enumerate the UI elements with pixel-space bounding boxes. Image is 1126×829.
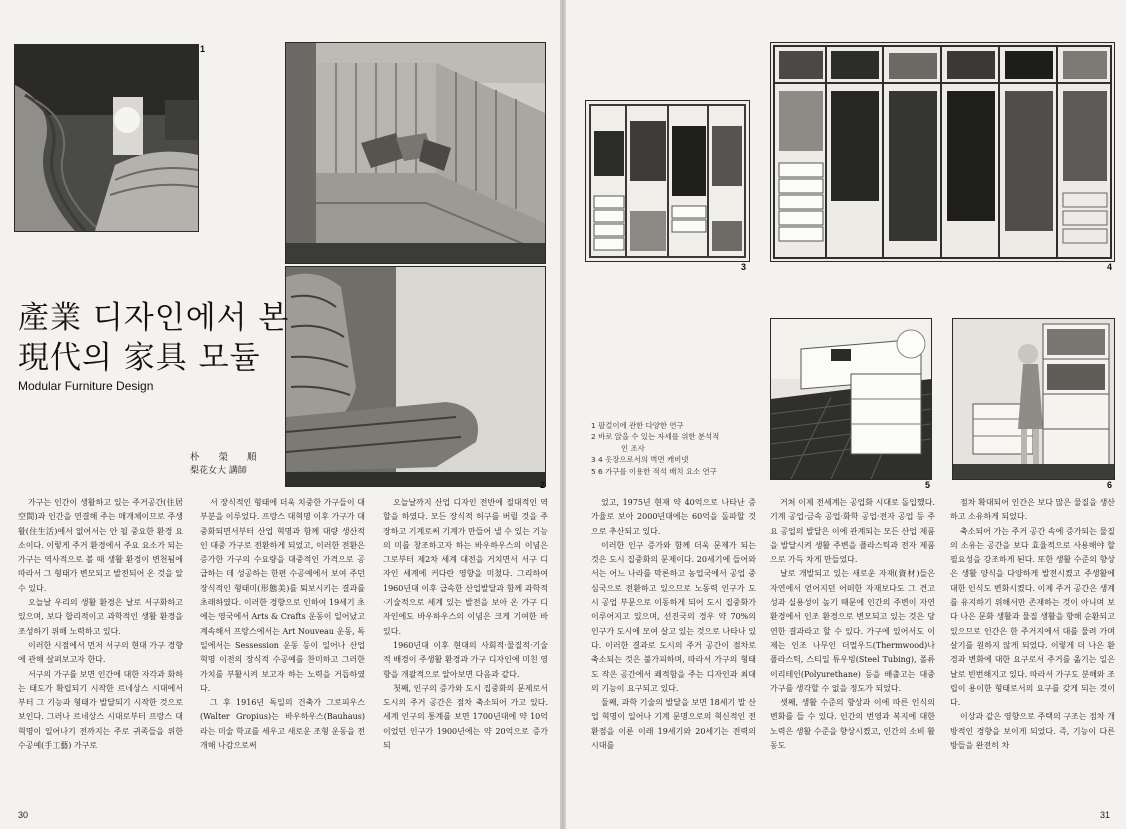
caption-text: 옷장으로서의 벽면 캐비넷 bbox=[605, 455, 689, 465]
author-name: 朴 榮 順 bbox=[190, 452, 265, 463]
paragraph: 둘째, 과학 기술의 발달을 보면 18세기 말 산업 혁명이 일어나 기계 문명으로의 혁신적인 전환점을 이룬 이래 19세기와 20세기는 전력의 시대를 bbox=[591, 698, 756, 751]
page-number: 31 bbox=[1100, 810, 1111, 820]
paragraph: 첫째, 인구의 증가와 도시 집중화의 문제로서 도시의 주거 공간은 점차 축소되어 가고 있다. 세계 인구의 통계를 보면 1700년대에 약 10억이었던 인구가 1900년에는 약 20억으로 증가되 bbox=[383, 683, 548, 751]
paragraph: 거쳐 이제 전세계는 공업화 시대로 돌입했다. 기계 공업·금속 공업·화학 공업·전자 공업 등 주요 공업의 발달은 이에 관계되는 모든 산업 제품을 발달시켜 생활 주변을 플라스틱과 전자 제품으로 가득 차게 만들었다. bbox=[770, 498, 935, 565]
page-number: 30 bbox=[18, 810, 29, 820]
photo-figure-sofa-top bbox=[285, 42, 546, 264]
paragraph: 오늘날까지 산업 디자인 전반에 절대적인 역할을 하였다. 모든 장식적 허구를 버릴 것을 주장하고 기계로써 기계가 만들어 낼 수 있는 기능의 미를 창조하고자 하는 바우하우스의 이념은 그로부터 제2차 세계 대전을 거치면서 서구 디자인 세계에 커다란 영향을 미쳤다. 그리하여 1960년대 이후 급속한 산업발달과 함께 과학적·기술적으로 세계 있는 발전을 보아 온 가구 디자인에도 바우하우스의 이념은 크게 기여한 바 있다. bbox=[383, 498, 548, 636]
caption-mark: 3 4 bbox=[591, 455, 603, 465]
paragraph: 이러한 시점에서 먼저 서구의 현대 가구 경향에 관해 살펴보고자 한다. bbox=[18, 640, 183, 665]
caption-line bbox=[591, 420, 771, 431]
text-column bbox=[770, 496, 935, 811]
paragraph: 점차 확대되어 인간은 보다 많은 물질을 생산하고 소유하게 되었다. bbox=[950, 498, 1115, 522]
figure-number: 4 bbox=[1107, 262, 1113, 272]
author-affiliation: 梨花女大 講師 bbox=[190, 466, 247, 476]
photo-figure-3 bbox=[585, 100, 750, 262]
article-subtitle: Modular Furniture Design bbox=[18, 379, 154, 393]
paragraph: 날로 개발되고 있는 새로운 자재(資材)들은 자연에서 얻어지던 어떠한 자재보다도 그 견고성과 실용성이 높기 때문에 인간의 주변이 자연 환경에서 인조 환경으로 변모되고 있는 것은 당연한 결과라고 할 수 있다. 가구에 있어서도 이제는 인조 나무인 더멀우드(Thermwood)나 플라스틱, 스티일 튜우빙(Steel Tubing), 폴류이리테인(Polyurethane) 등을 배출고는 대중 가구를 생각할 수 없을 정도가 되었다. bbox=[770, 569, 935, 693]
caption-text: 가구를 이용한 적석 배치 요소 연구 bbox=[605, 466, 717, 476]
paragraph: 이상과 같은 영향으로 주택의 구조는 점차 개방적인 경향을 보이게 되었다. 즉, 기능이 다른 방들을 완전히 차 bbox=[950, 712, 1115, 751]
caption-text: 바로 앉을 수 있는 자세를 위한 분석적 bbox=[598, 432, 720, 442]
title-line-1: 產業 디자인에서 본 bbox=[18, 300, 290, 336]
text-column bbox=[591, 496, 756, 811]
figure-number: 1 bbox=[200, 44, 206, 54]
text-column bbox=[950, 496, 1115, 811]
figure-number: 6 bbox=[1107, 480, 1113, 490]
text-column bbox=[200, 496, 365, 811]
paragraph: 1960년대 이후 현대의 사회적·물질적·기술적 배경이 주생활 환경과 가구 디자인에 미친 영향을 개괄적으로 알아보면 다음과 같다. bbox=[383, 640, 548, 679]
paragraph: 오늘날 우리의 생활 환경은 날로 서구화하고 있으며, 보다 합리적이고 과학적인 생활 환경을 조성하기 위해 노력하고 있다. bbox=[18, 598, 183, 636]
text-column bbox=[18, 496, 183, 811]
photo-figure-1 bbox=[14, 44, 199, 232]
paragraph: 셋째, 생활 수준의 향상과 이에 따른 인식의 변화를 들 수 있다. 인간의 번영과 복지에 대한 노력은 생활 수준을 향상시켰고, 인간의 소비 활동도 bbox=[770, 698, 935, 751]
article-title bbox=[18, 298, 289, 378]
figure-number: 5 bbox=[925, 480, 931, 490]
caption-line bbox=[591, 431, 771, 442]
paragraph: 축소되어 가는 주거 공간 속에 증가되는 물질의 소유는 공간을 보다 효율적으로 사용해야 할 필요성을 강조하게 된다. 또한 생활 수준의 향상은 생활 양식을 다양하게 발전시켰고 주생활에 대한 인식도 변화시켰다. 이제 주거 공간은 생계를 유지하기 위해서만 존재하는 것이 아니며 보다 나은 문화 생활과 물질 생활을 향해 순환되고 있으므로 인간은 한 주거지에서 대를 물려 가며 살기를 원하지 않게 되었다. 이렇게 더 나은 환경과 변화에 대한 요구로서 주거를 옮기는 일은 날로 빈번해지고 있다. 따라서 가구도 분해와 조립이 용이한 형태로서의 요구를 갖게 되는 것이다. bbox=[950, 526, 1115, 708]
text-column bbox=[383, 496, 548, 811]
paragraph: 었고, 1975년 현재 약 40억으로 나타난 증가율로 보아 2000년대에는 60억을 돌파할 것으로 추산되고 있다. bbox=[591, 498, 756, 536]
caption-text: 인 조사 bbox=[621, 443, 645, 453]
figure-number: 2 bbox=[540, 480, 546, 490]
photo-figure-6 bbox=[952, 318, 1115, 480]
paragraph: 가구는 인간이 생활하고 있는 주거공간(住居空間)과 인간을 연결해 주는 매개체이므로 주생활(住生活)에서 없어서는 안 될 중요한 환경 요소이다. 이렇게 주거 환경에서 주요 요소가 되는 가구는 역사적으로 볼 때 생활 환경이 변천됨에 따라서 그 형태가 변모되고 발전되어 온 것을 알 수 있다. bbox=[18, 498, 183, 593]
caption-line bbox=[591, 443, 771, 454]
caption-mark: 1 bbox=[591, 421, 596, 430]
photo-figure-4 bbox=[770, 42, 1115, 262]
title-line-2: 現代의 家具 모듈 bbox=[18, 340, 261, 376]
caption-line bbox=[591, 454, 771, 465]
figure-captions bbox=[591, 420, 771, 477]
figure-number: 3 bbox=[741, 262, 747, 272]
paragraph: 서 장식적인 형태에 더욱 치중한 가구들이 대부분을 이루었다. 프랑스 대혁명 이후 가구가 대중화되면서부터 산업 혁명과 함께 대량 생산적인 대중 가구로 전환하게 되었고, 이러한 전환은 증가한 가구의 수요량을 대중적인 가격으로 공급하는 데 성공하는 한편 수공예에서 보여 주던 장식적인 형태미(形態美)를 퇴보시키는 결과를 초래하였다. 이러한 경향으로 인하여 19세기 초에는 영국에서 Arts & Crafts 운동이 일어났고 계속해서 프랑스에서는 Art Nouveau 운동, 독일에서는 Sessession 운동 등이 일어나 산업 혁명 이전의 장식적 수공예를 찬미하고 그러한 가치를 부활시켜 보고자 하는 노력을 거듭하였다. bbox=[200, 498, 365, 693]
photo-figure-5 bbox=[770, 318, 932, 480]
caption-line bbox=[591, 466, 771, 477]
caption-mark: 2 bbox=[591, 432, 596, 442]
paragraph: 이러한 인구 증가와 함께 더욱 문제가 되는 것은 도시 집중화의 문제이다. 20세기에 들어와서는 어느 나라를 막론하고 농업국에서 공업 중심국으로 전환하고 있으므로 노동력 인구가 도시 공업 부문으로 이동하게 되어 도시 집중화가 이루어지고 있으며, 선진국의 경우 약 70%의 인구가 도시에 모여 살고 있는 것으로 나타나 있다. 이러한 결과로 도시의 주거 공간이 점차로 축소되는 것은 불가피하며, 따라서 가구의 형태도 작은 공간에서 쾌적함을 주는 디자인과 최대의 기능이 요구되고 있다. bbox=[591, 540, 756, 693]
caption-text: 팔걸이에 관한 다양한 연구 bbox=[598, 421, 684, 430]
photo-figure-2 bbox=[285, 266, 546, 487]
paragraph: 서구의 가구를 보면 인간에 대한 자각과 화하는 태도가 확립되기 시작한 르네상스 시대에서부터 그 기능과 형태가 발달되기 시작한 것으로 보인다. 그러나 르네상스 시대로부터 프랑스 대혁명이 일어나기 전까지는 주로 귀족들을 위한 수공예(手工藝) 가구로 bbox=[18, 669, 183, 751]
caption-mark: 5 6 bbox=[591, 466, 603, 476]
paragraph: 그 후 1916년 독일의 건축가 그로피우스(Walter Gropius)는 바우하우스(Bauhaus)라는 미술 학교를 세우고 새로운 조형 운동을 전개해 나감으로써 bbox=[200, 698, 365, 751]
